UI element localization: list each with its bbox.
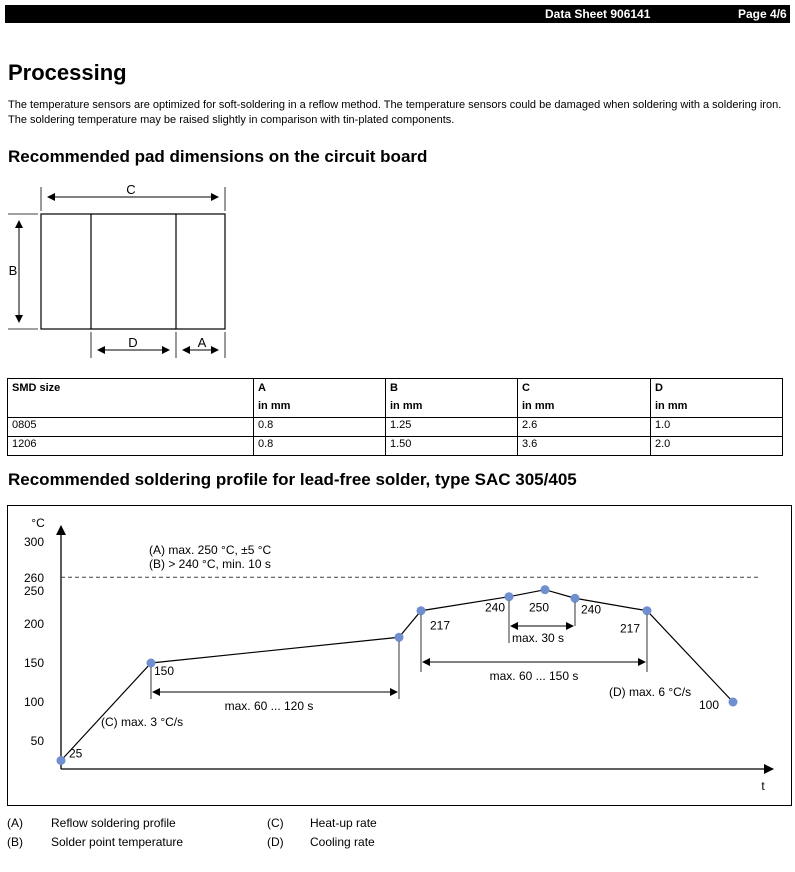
table-header: A: [254, 379, 386, 400]
table-header: SMD size: [8, 379, 254, 400]
pad-right: [176, 214, 225, 329]
table-cell: 1206: [8, 437, 254, 456]
intro-text: The temperature sensors are optimized for soft-soldering in a reflow method. The temperature sensors could be damaged when soldering with a soldering iron. The soldering temperature may be raised slightly in comparison with tin-plated components.: [8, 99, 782, 126]
pad-diagram: [0, 175, 240, 370]
y-tick-label: 50: [30, 734, 44, 748]
table-unit: in mm: [518, 399, 651, 418]
chart-svg: [8, 506, 791, 805]
profile-point: [417, 606, 426, 615]
legend-text: Cooling rate: [310, 835, 375, 849]
legend-key: (D): [267, 835, 284, 849]
cooling-rate: (D) max. 6 °C/s: [609, 685, 692, 699]
x-axis-label: t: [761, 779, 765, 793]
span-3-label: max. 30 s: [512, 631, 565, 645]
table-header: B: [386, 379, 518, 400]
pad-left: [41, 214, 91, 329]
y-tick-label: 150: [23, 656, 44, 670]
table-cell: 1.25: [386, 418, 518, 437]
profile-point: [57, 756, 66, 765]
note-b: (B) > 240 °C, min. 10 s: [149, 557, 271, 571]
point-label: 240: [581, 602, 602, 617]
legend-text: Solder point temperature: [51, 835, 184, 849]
table-cell: 0805: [8, 418, 254, 437]
legend-key: (C): [267, 816, 284, 830]
y-axis-label: °C: [31, 516, 45, 530]
label-b: B: [8, 263, 18, 278]
data-sheet-label: Data Sheet 906141: [545, 7, 651, 21]
soldering-profile-chart: [7, 505, 792, 806]
legend-text: Heat-up rate: [310, 816, 377, 830]
table-unit: in mm: [254, 399, 386, 418]
span-1-label: max. 60 ... 120 s: [224, 699, 314, 713]
header-bar: [5, 5, 790, 23]
span-2-label: max. 60 ... 150 s: [489, 669, 579, 683]
profile-point: [541, 585, 550, 594]
point-label: 25: [69, 746, 83, 761]
pad-section-title: Recommended pad dimensions on the circuit board: [8, 147, 428, 166]
y-tick-label: 260: [23, 571, 44, 585]
table-cell: 2.0: [651, 437, 783, 456]
point-label: 250: [529, 600, 550, 615]
table-cell: 0.8: [254, 418, 386, 437]
y-tick-label: 300: [23, 535, 44, 549]
point-label: 150: [154, 664, 175, 678]
profile-point: [729, 698, 738, 707]
profile-point: [643, 606, 652, 615]
table-unit: [8, 399, 254, 418]
table-unit: in mm: [651, 399, 783, 418]
profile-section-title: Recommended soldering profile for lead-free solder, type SAC 305/405: [8, 470, 577, 489]
table-cell: 1.50: [386, 437, 518, 456]
label-d: D: [128, 335, 138, 350]
profile-point: [571, 594, 580, 603]
table-row: [8, 437, 783, 456]
table-cell: 2.6: [518, 418, 651, 437]
table-cell: 3.6: [518, 437, 651, 456]
y-tick-label: 250: [23, 584, 44, 598]
page-number: Page 4/6: [738, 7, 787, 21]
page-title: Processing: [8, 60, 127, 85]
note-a: (A) max. 250 °C, ±5 °C: [149, 543, 272, 557]
y-tick-label: 100: [23, 695, 44, 709]
point-label: 217: [430, 618, 451, 633]
table-cell: 1.0: [651, 418, 783, 437]
table-unit: in mm: [386, 399, 518, 418]
heat-up-rate: (C) max. 3 °C/s: [101, 715, 184, 729]
label-a: A: [197, 335, 207, 350]
smd-table: [7, 378, 783, 456]
point-label: 217: [620, 621, 641, 636]
table-row: [8, 418, 783, 437]
table-header: C: [518, 379, 651, 400]
label-c: C: [126, 182, 136, 197]
legend-text: Reflow soldering profile: [51, 816, 176, 830]
legend-key: (A): [7, 816, 23, 830]
y-tick-label: 200: [23, 617, 44, 631]
legend-key: (B): [7, 835, 23, 849]
point-label: 100: [699, 698, 720, 712]
table-header: D: [651, 379, 783, 400]
profile-point: [505, 592, 514, 601]
profile-point: [395, 633, 404, 642]
table-cell: 0.8: [254, 437, 386, 456]
point-label: 240: [485, 600, 506, 615]
